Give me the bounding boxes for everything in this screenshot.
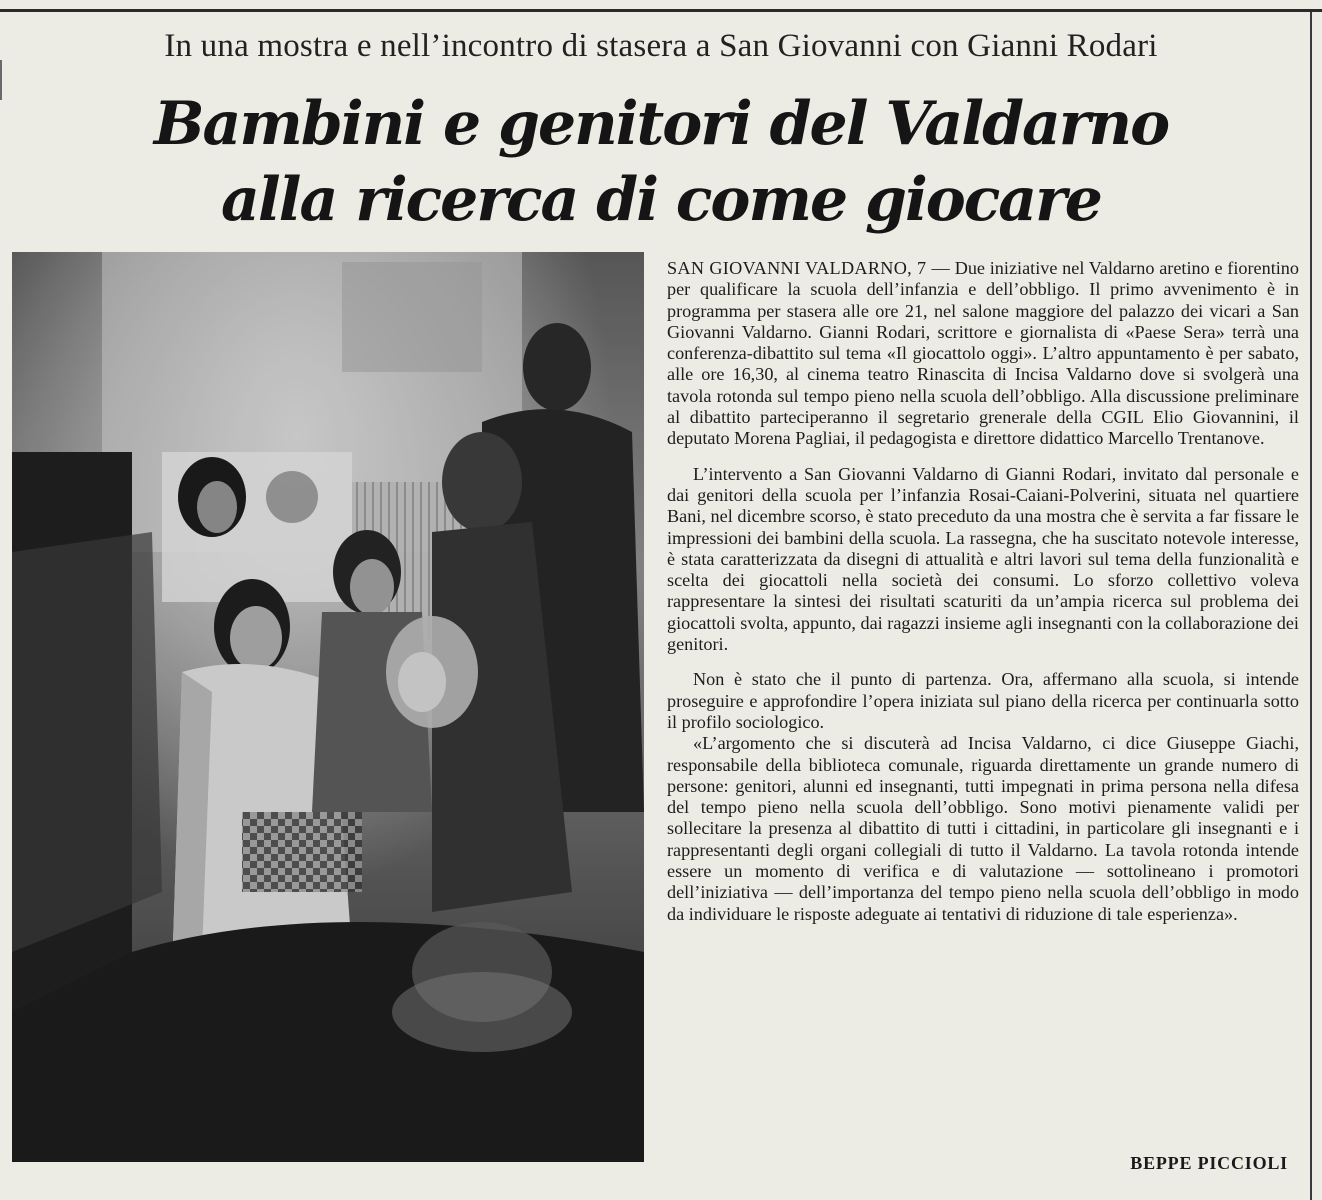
article-dateline: SAN GIOVANNI VALDARNO, 7 —: [667, 258, 950, 278]
article-byline: BEPPE PICCIOLI: [1130, 1153, 1288, 1173]
photo-children-group-icon: [12, 252, 644, 1162]
article-paragraph: «L’argomento che si discuterà ad Incisa Valdarno, ci dice Giuseppe Giachi, responsabile della biblioteca comunale, riguarda direttamente un grande numero di persone: genitori, alunni ed insegnanti, tutti impegnati in prima persona nella difesa del tempo pieno nella scuola dell’obbligo. Sono motivi pienamente validi per sollecitare la presenza al dibattito di tutti i cittadini, in particolare gli insegnanti e i rappresentanti degli organi collegiali di tutto il Valdarno. La tavola rotonda intende essere un momento di verifica e di valutazione — sottolineano i promotori dell’iniziativa — dell’importanza del tempo pieno nella scuola dell’obbligo in modo da individuare le risposte adeguate ai tentativi di riduzione di tale esperienza».: [667, 733, 1299, 924]
article-paragraph: [667, 258, 1299, 450]
article-body: [667, 258, 1299, 925]
article-kicker: In una mostra e nell’incontro di stasera a San Giovanni con Gianni Rodari: [164, 28, 1158, 64]
article-paragraph-text: Due iniziative nel Valdarno aretino e fiorentino per qualificare la scuola dell’infanzia e dell’obbligo. Il primo avvenimento è in programma per stasera alle ore 21, nel salone maggiore del palazzo dei vicari a San Giovanni Valdarno. Gianni Rodari, scrittore e giornalista di «Paese Sera» terrà una conferenza-dibattito sul tema «Il giocattolo oggi». L’altro appuntamento è per sabato, alle ore 16,30, al cinema teatro Rinascita di Incisa Valdarno dove si svolgerà una tavola rotonda sul tempo pieno nella scuola dell’obbligo. Alla discussione preliminare al dibattito parteciperanno il segretario grenerale della CGIL Elio Giovannini, il deputato Morena Pagliai, il pedagogista e direttore didattico Marcello Trentanove.: [667, 258, 1299, 449]
headline-line-2: alla ricerca di come giocare: [221, 165, 1101, 235]
article-headline: [0, 86, 1322, 238]
article-photo: [12, 252, 644, 1162]
top-rule: [0, 9, 1322, 12]
headline-line-1: Bambini e genitori del Valdarno: [153, 89, 1169, 159]
article-paragraph: L’intervento a San Giovanni Valdarno di Gianni Rodari, invitato dal personale e dai genitori della scuola per l’infanzia Rosai-Caiani-Polverini, situata nel quartiere Bani, nel dicembre scorso, è stato preceduto da una mostra che è servita a far fissare le impressioni dei bambini della scuola. La rassegna, che ha suscitato notevole interesse, è stata caratterizzata da disegni di attualità e altri lavori sul tema della funzionalità e scelta dei giocattoli nella società dei consumi. Lo sforzo collettivo voleva rappresentare la sintesi dei risultati scaturiti da un’ampia ricerca sul problema dei giocattoli svolta, appunto, dai ragazzi insieme agli insegnanti con la collaborazione dei genitori.: [667, 463, 1299, 655]
article-paragraph: Non è stato che il punto di partenza. Ora, affermano alla scuola, si intende proseguire e approfondire l’opera iniziata sul piano della ricerca per continuarla sotto il profilo sociologico.: [667, 669, 1299, 732]
